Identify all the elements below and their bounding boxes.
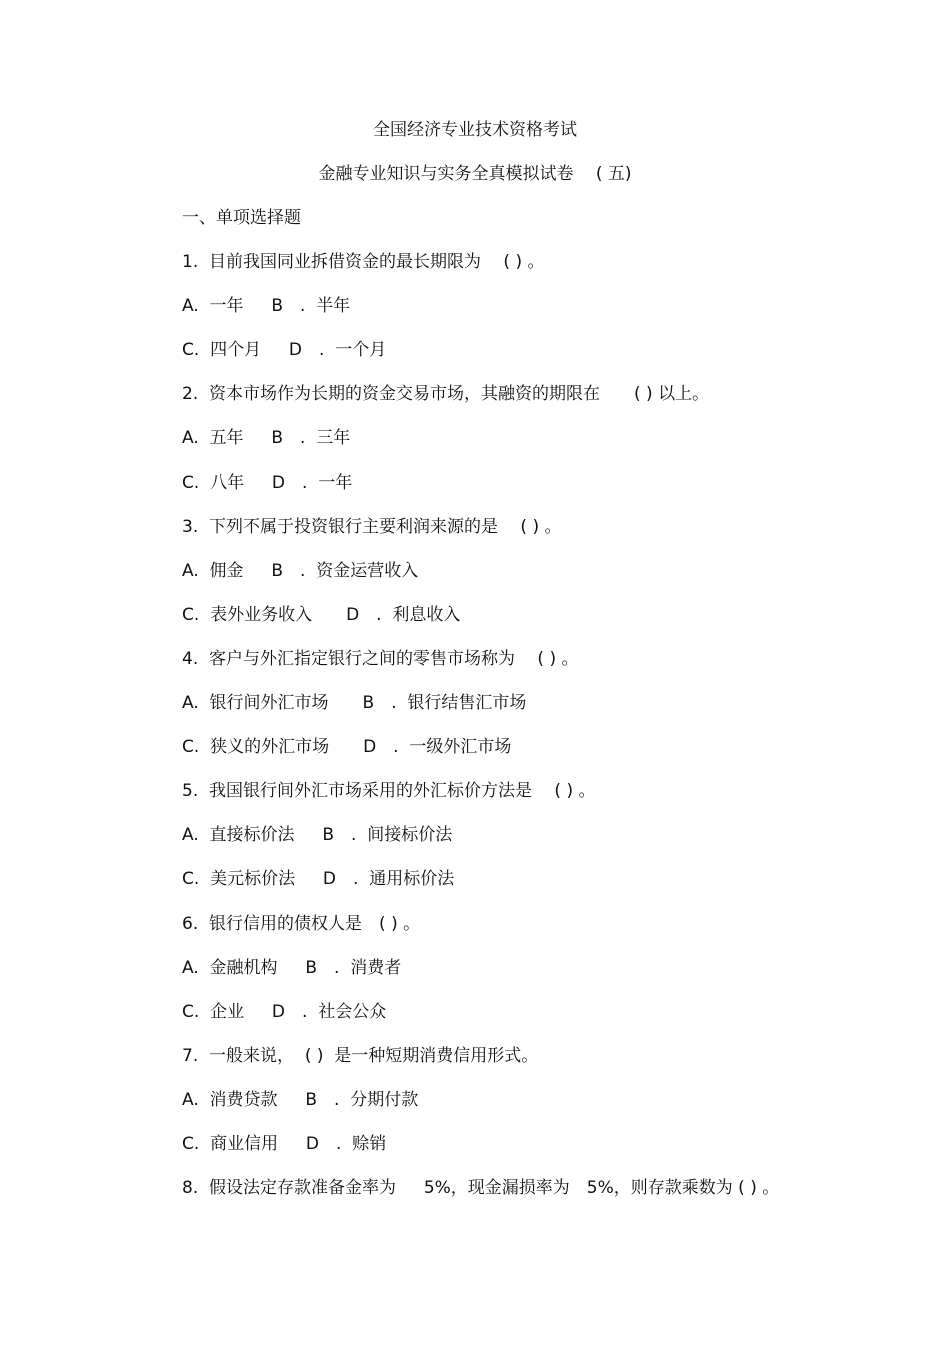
question-4-options-ab: A. 银行间外汇市场 B . 银行结售汇市场 xyxy=(182,693,527,714)
section-heading: 一、单项选择题 xyxy=(182,208,301,228)
question-4-options-cd: C. 狭义的外汇市场 D . 一级外汇市场 xyxy=(182,737,512,758)
question-1-options-cd: C. 四个月 D . 一个月 xyxy=(182,340,387,361)
question-3-options-ab: A. 佣金 B . 资金运营收入 xyxy=(182,560,419,581)
question-2-options-ab: A. 五年 B . 三年 xyxy=(182,428,351,449)
question-1-stem: 1. 目前我国同业拆借资金的最长期限为 ( ) 。 xyxy=(182,252,545,273)
question-7-stem: 7. 一般来说， ( ) 是一种短期消费信用形式。 xyxy=(182,1045,539,1066)
question-1-options-ab: A. 一年 B . 半年 xyxy=(182,296,351,317)
question-5-options-ab: A. 直接标价法 B . 间接标价法 xyxy=(182,825,453,846)
question-4-stem: 4. 客户与外汇指定银行之间的零售市场称为 ( ) 。 xyxy=(182,648,579,669)
question-list xyxy=(182,207,882,1221)
question-5-stem: 5. 我国银行间外汇市场采用的外汇标价方法是 ( ) 。 xyxy=(182,781,596,802)
question-6-stem: 6. 银行信用的债权人是 ( ) 。 xyxy=(182,913,421,934)
question-7-options-cd: C. 商业信用 D . 赊销 xyxy=(182,1133,387,1154)
exam-subtitle: 金融专业知识与实务全真模拟试卷 ( 五) xyxy=(318,164,632,184)
question-6-options-cd: C. 企业 D . 社会公众 xyxy=(182,1001,387,1022)
question-2-stem: 2. 资本市场作为长期的资金交易市场，其融资的期限在 ( ) 以上。 xyxy=(182,384,710,405)
question-3-options-cd: C. 表外业务收入 D . 利息收入 xyxy=(182,604,461,625)
question-3-stem: 3. 下列不属于投资银行主要利润来源的是 ( ) 。 xyxy=(182,516,562,537)
question-7-options-ab: A. 消费贷款 B . 分期付款 xyxy=(182,1089,419,1110)
question-8-stem: 8. 假设法定存款准备金率为 5%，现金漏损率为 5%，则存款乘数为 ( ) 。 xyxy=(182,1178,780,1199)
exam-title: 全国经济专业技术资格考试 xyxy=(373,120,577,140)
question-5-options-cd: C. 美元标价法 D . 通用标价法 xyxy=(182,869,455,890)
question-6-options-ab: A. 金融机构 B . 消费者 xyxy=(182,957,402,978)
question-2-options-cd: C. 八年 D . 一年 xyxy=(182,472,353,493)
